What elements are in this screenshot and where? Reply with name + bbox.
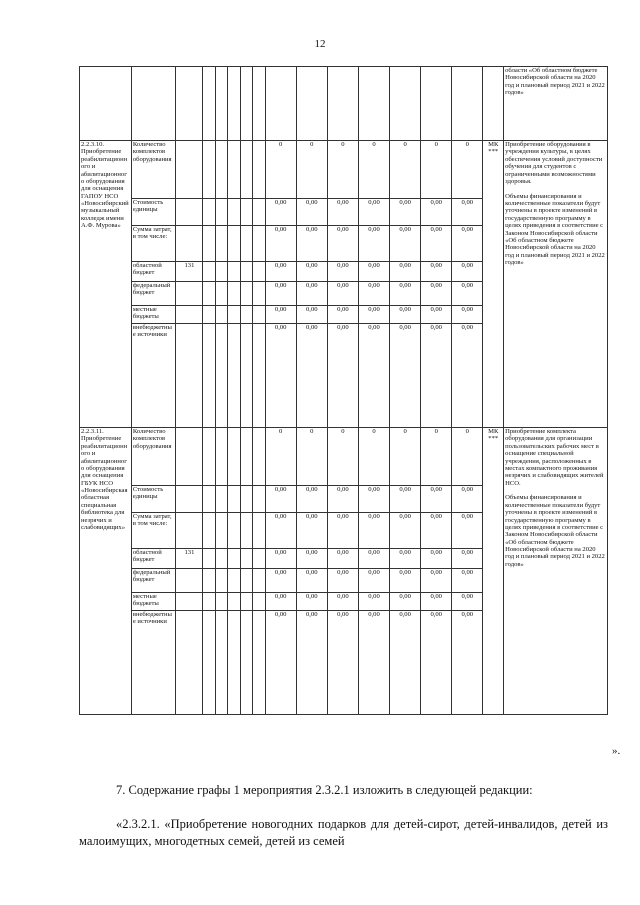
value-cell: 0,00: [327, 306, 358, 324]
narrow-code-cell: [240, 549, 252, 569]
narrow-code-cell: [215, 486, 227, 513]
narrow-code-cell: [240, 226, 252, 262]
note-cell: области «Об областном бюджете Новосибирской области на 2020 год и плановый период 2021 и 2022 годов»: [504, 67, 608, 141]
value-cell: 0,00: [265, 513, 296, 549]
value-cell: 0,00: [265, 324, 296, 428]
value-cell: 0,00: [421, 549, 452, 569]
empty-cell: [176, 67, 203, 141]
value-cell: 0,00: [390, 513, 421, 549]
value-cell: 0,00: [452, 262, 483, 282]
value-cell: 0,00: [421, 593, 452, 611]
executor-cell: МК ***: [483, 428, 504, 715]
value-cell: 0,00: [265, 549, 296, 569]
empty-cell: [483, 67, 504, 141]
code-cell: [176, 199, 203, 226]
value-cell: 0,00: [421, 306, 452, 324]
code-cell: [176, 569, 203, 593]
indicator-label-cell: Сумма затрат, в том числе:: [131, 513, 176, 549]
value-cell: 0: [452, 428, 483, 486]
narrow-code-cell: [215, 569, 227, 593]
value-cell: 0,00: [421, 282, 452, 306]
paragraph-item-2-3-2-1: «2.3.2.1. «Приобретение новогодних подарков для детей-сирот, детей-инвалидов, детей из малоимущих, многодетных семей, детей из семей: [79, 817, 608, 848]
value-cell: 0,00: [358, 593, 389, 611]
empty-cell: [421, 67, 452, 141]
narrow-code-cell: [228, 486, 240, 513]
value-cell: 0,00: [296, 593, 327, 611]
value-cell: 0: [296, 428, 327, 486]
value-cell: 0,00: [452, 611, 483, 715]
value-cell: 0: [327, 141, 358, 199]
code-cell: [176, 226, 203, 262]
empty-cell: [253, 67, 265, 141]
value-cell: 0: [421, 141, 452, 199]
value-cell: 0,00: [452, 226, 483, 262]
value-cell: 0,00: [296, 486, 327, 513]
value-cell: 0,00: [390, 306, 421, 324]
narrow-code-cell: [228, 513, 240, 549]
value-cell: 0,00: [296, 282, 327, 306]
code-cell: [176, 324, 203, 428]
value-cell: 0,00: [421, 513, 452, 549]
indicator-label-cell: внебюджетные источники: [131, 611, 176, 715]
value-cell: 0,00: [452, 324, 483, 428]
code-cell: [176, 428, 203, 486]
value-cell: 0,00: [390, 324, 421, 428]
value-cell: 0,00: [265, 569, 296, 593]
narrow-code-cell: [203, 306, 215, 324]
narrow-code-cell: [228, 428, 240, 486]
narrow-code-cell: [215, 549, 227, 569]
narrow-code-cell: [240, 141, 252, 199]
program-table: [79, 66, 608, 715]
value-cell: 0,00: [265, 611, 296, 715]
value-cell: 0,00: [327, 486, 358, 513]
indicator-label-cell: внебюджетные источники: [131, 324, 176, 428]
narrow-code-cell: [240, 324, 252, 428]
note-cell: Приобретение оборудования в учреждения культуры, в целях обеспечения условий доступности обучения для студентов с ограниченными возможностями здоровья. Объемы финансирования и количественные показатели будут уточнены в проекте изменений в государственную программу в целях приведения в соответствие с Законом Новосибирской области «Об областном бюджете Новосибирской области на 2020 год и плановый период 2021 и 2022 годов»: [504, 141, 608, 428]
empty-cell: [265, 67, 296, 141]
narrow-code-cell: [203, 262, 215, 282]
value-cell: 0,00: [358, 611, 389, 715]
value-cell: 0,00: [358, 549, 389, 569]
value-cell: 0,00: [327, 513, 358, 549]
value-cell: 0,00: [358, 324, 389, 428]
value-cell: 0: [390, 141, 421, 199]
value-cell: 0,00: [327, 226, 358, 262]
value-cell: 0,00: [390, 611, 421, 715]
narrow-code-cell: [240, 486, 252, 513]
value-cell: 0,00: [390, 549, 421, 569]
narrow-code-cell: [215, 199, 227, 226]
narrow-code-cell: [240, 611, 252, 715]
value-cell: 0,00: [327, 593, 358, 611]
value-cell: 0,00: [390, 282, 421, 306]
value-cell: 0,00: [296, 262, 327, 282]
value-cell: 0,00: [296, 324, 327, 428]
value-cell: 0,00: [358, 199, 389, 226]
table-body: [80, 67, 608, 715]
narrow-code-cell: [215, 593, 227, 611]
value-cell: 0,00: [452, 306, 483, 324]
value-cell: 0,00: [421, 569, 452, 593]
narrow-code-cell: [228, 324, 240, 428]
value-cell: 0,00: [265, 306, 296, 324]
narrow-code-cell: [228, 306, 240, 324]
value-cell: 0,00: [265, 593, 296, 611]
note-cell: Приобретение комплекта оборудования для организации пользовательских рабочих мест в оснащение специальной учреждения, расположенных в местах компактного проживания незрячих и слабовидящих жителей НСО. Объемы финансирования и количественные показатели будут уточнены в проекте изменений в государственную программу в целях приведения в соответствие с Законом Новосибирской области «Об областном бюджете Новосибирской области на 2020 год и плановый период 2021 и 2022 годов»: [504, 428, 608, 715]
value-cell: 0,00: [421, 262, 452, 282]
value-cell: 0,00: [421, 226, 452, 262]
narrow-code-cell: [253, 513, 265, 549]
narrow-code-cell: [215, 141, 227, 199]
empty-cell: [390, 67, 421, 141]
value-cell: 0: [358, 428, 389, 486]
narrow-code-cell: [253, 282, 265, 306]
value-cell: 0,00: [358, 226, 389, 262]
code-cell: [176, 141, 203, 199]
narrow-code-cell: [203, 428, 215, 486]
narrow-code-cell: [203, 324, 215, 428]
empty-cell: [296, 67, 327, 141]
value-cell: 0,00: [390, 569, 421, 593]
narrow-code-cell: [240, 593, 252, 611]
value-cell: 0,00: [358, 282, 389, 306]
narrow-code-cell: [215, 324, 227, 428]
narrow-code-cell: [203, 611, 215, 715]
code-cell: [176, 306, 203, 324]
narrow-code-cell: [240, 262, 252, 282]
value-cell: 0,00: [452, 513, 483, 549]
indicator-label-cell: местные бюджеты: [131, 593, 176, 611]
narrow-code-cell: [253, 141, 265, 199]
value-cell: 0,00: [327, 611, 358, 715]
table-row: [80, 428, 608, 486]
code-cell: [176, 486, 203, 513]
value-cell: 0,00: [452, 282, 483, 306]
value-cell: 0,00: [358, 306, 389, 324]
empty-cell: [131, 67, 176, 141]
closing-quote: ».: [612, 745, 621, 757]
value-cell: 0,00: [327, 569, 358, 593]
event-title-cell: 2.2.3.10. Приобретение реабилитационного и абилитационного оборудования для оснащения ГАПОУ НСО «Новосибирский музыкальный колледж имени А.Ф. Мурова»: [80, 141, 132, 428]
narrow-code-cell: [253, 486, 265, 513]
narrow-code-cell: [228, 141, 240, 199]
narrow-code-cell: [228, 226, 240, 262]
value-cell: 0,00: [296, 549, 327, 569]
indicator-label-cell: местные бюджеты: [131, 306, 176, 324]
narrow-code-cell: [215, 262, 227, 282]
executor-cell: МК ***: [483, 141, 504, 428]
indicator-label-cell: федеральный бюджет: [131, 282, 176, 306]
narrow-code-cell: [215, 282, 227, 306]
narrow-code-cell: [215, 513, 227, 549]
value-cell: 0,00: [390, 199, 421, 226]
code-cell: 131: [176, 262, 203, 282]
narrow-code-cell: [203, 569, 215, 593]
code-cell: [176, 513, 203, 549]
value-cell: 0: [265, 428, 296, 486]
indicator-label-cell: областной бюджет: [131, 262, 176, 282]
value-cell: 0,00: [390, 486, 421, 513]
empty-cell: [203, 67, 215, 141]
value-cell: 0,00: [452, 549, 483, 569]
indicator-label-cell: Сумма затрат, в том числе:: [131, 226, 176, 262]
code-cell: 131: [176, 549, 203, 569]
narrow-code-cell: [215, 428, 227, 486]
indicator-label-cell: федеральный бюджет: [131, 569, 176, 593]
value-cell: 0,00: [390, 226, 421, 262]
narrow-code-cell: [203, 513, 215, 549]
indicator-label-cell: Стоимость единицы: [131, 199, 176, 226]
value-cell: 0,00: [390, 593, 421, 611]
value-cell: 0,00: [452, 199, 483, 226]
narrow-code-cell: [228, 282, 240, 306]
indicator-label-cell: Количество комплектов оборудования: [131, 141, 176, 199]
narrow-code-cell: [228, 549, 240, 569]
code-cell: [176, 282, 203, 306]
value-cell: 0: [296, 141, 327, 199]
narrow-code-cell: [253, 569, 265, 593]
empty-cell: [240, 67, 252, 141]
narrow-code-cell: [253, 549, 265, 569]
empty-cell: [215, 67, 227, 141]
value-cell: 0,00: [265, 262, 296, 282]
table-row: [80, 67, 608, 141]
value-cell: 0,00: [265, 282, 296, 306]
value-cell: 0,00: [327, 549, 358, 569]
value-cell: 0,00: [358, 513, 389, 549]
value-cell: 0,00: [421, 199, 452, 226]
value-cell: 0,00: [327, 199, 358, 226]
value-cell: 0: [390, 428, 421, 486]
value-cell: 0,00: [296, 199, 327, 226]
indicator-label-cell: Стоимость единицы: [131, 486, 176, 513]
narrow-code-cell: [203, 549, 215, 569]
narrow-code-cell: [203, 593, 215, 611]
value-cell: 0,00: [296, 513, 327, 549]
narrow-code-cell: [215, 226, 227, 262]
narrow-code-cell: [253, 306, 265, 324]
value-cell: 0,00: [265, 226, 296, 262]
narrow-code-cell: [253, 226, 265, 262]
narrow-code-cell: [203, 226, 215, 262]
value-cell: 0: [327, 428, 358, 486]
value-cell: 0,00: [421, 324, 452, 428]
narrow-code-cell: [203, 199, 215, 226]
narrow-code-cell: [228, 569, 240, 593]
narrow-code-cell: [253, 611, 265, 715]
table-row: [80, 141, 608, 199]
narrow-code-cell: [253, 324, 265, 428]
value-cell: 0: [421, 428, 452, 486]
narrow-code-cell: [240, 306, 252, 324]
value-cell: 0,00: [327, 282, 358, 306]
code-cell: [176, 593, 203, 611]
narrow-code-cell: [228, 593, 240, 611]
value-cell: 0,00: [296, 569, 327, 593]
value-cell: 0,00: [421, 486, 452, 513]
value-cell: 0: [265, 141, 296, 199]
value-cell: 0: [358, 141, 389, 199]
value-cell: 0,00: [327, 324, 358, 428]
empty-cell: [358, 67, 389, 141]
narrow-code-cell: [253, 199, 265, 226]
narrow-code-cell: [228, 199, 240, 226]
indicator-label-cell: Количество комплектов оборудования: [131, 428, 176, 486]
value-cell: 0,00: [296, 611, 327, 715]
narrow-code-cell: [203, 282, 215, 306]
empty-cell: [327, 67, 358, 141]
value-cell: 0,00: [265, 486, 296, 513]
code-cell: [176, 611, 203, 715]
value-cell: 0,00: [390, 262, 421, 282]
value-cell: 0,00: [358, 486, 389, 513]
value-cell: 0,00: [358, 569, 389, 593]
empty-cell: [80, 67, 132, 141]
value-cell: 0,00: [421, 611, 452, 715]
value-cell: 0,00: [452, 593, 483, 611]
value-cell: 0,00: [296, 306, 327, 324]
value-cell: 0,00: [358, 262, 389, 282]
value-cell: 0,00: [296, 226, 327, 262]
narrow-code-cell: [215, 306, 227, 324]
empty-cell: [228, 67, 240, 141]
narrow-code-cell: [228, 262, 240, 282]
narrow-code-cell: [240, 513, 252, 549]
narrow-code-cell: [253, 262, 265, 282]
narrow-code-cell: [228, 611, 240, 715]
narrow-code-cell: [215, 611, 227, 715]
narrow-code-cell: [253, 428, 265, 486]
value-cell: 0,00: [265, 199, 296, 226]
event-title-cell: 2.2.3.11. Приобретение реабилитационного и абилитационного оборудования для оснащения ГБУК НСО «Новосибирская областная специальная библиотека для незрячих и слабовидящих»: [80, 428, 132, 715]
paragraph-amendment-7: 7. Содержание графы 1 мероприятия 2.3.2.1 изложить в следующей редакции:: [116, 783, 533, 797]
page-number: 12: [314, 38, 326, 50]
narrow-code-cell: [240, 569, 252, 593]
value-cell: 0: [452, 141, 483, 199]
value-cell: 0,00: [452, 486, 483, 513]
empty-cell: [452, 67, 483, 141]
value-cell: 0,00: [327, 262, 358, 282]
narrow-code-cell: [203, 486, 215, 513]
narrow-code-cell: [253, 593, 265, 611]
narrow-code-cell: [240, 428, 252, 486]
value-cell: 0,00: [452, 569, 483, 593]
indicator-label-cell: областной бюджет: [131, 549, 176, 569]
narrow-code-cell: [240, 282, 252, 306]
narrow-code-cell: [240, 199, 252, 226]
narrow-code-cell: [203, 141, 215, 199]
